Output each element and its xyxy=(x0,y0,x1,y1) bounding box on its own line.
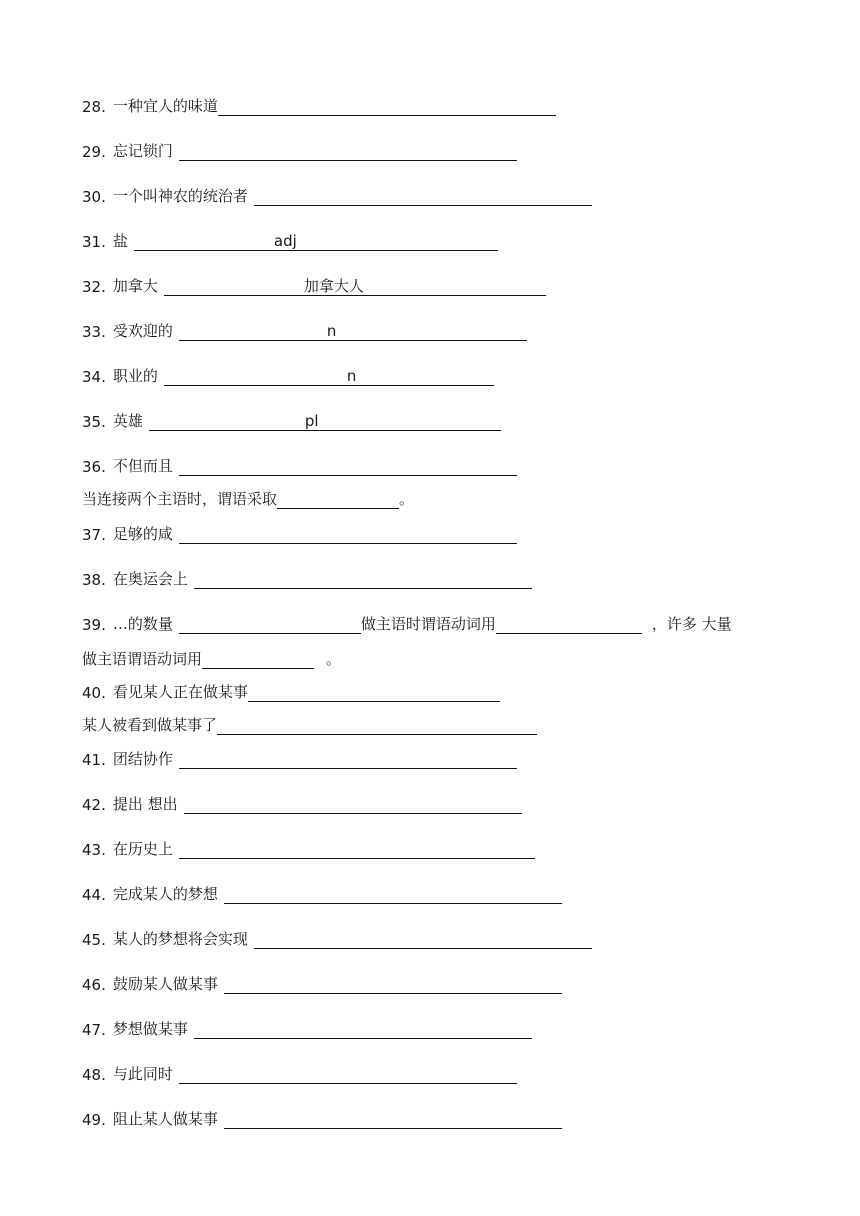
item-34 xyxy=(82,364,494,386)
answer-blank[interactable] xyxy=(164,277,546,296)
item-prompt: 忘记锁门 xyxy=(112,142,173,160)
item-number: 32. xyxy=(82,278,106,296)
item-prompt: 加拿大 xyxy=(112,277,158,295)
item-prompt: 英雄 xyxy=(112,412,143,430)
item-prompt: 提出 想出 xyxy=(112,795,178,813)
note-end-mark: 。 xyxy=(399,490,415,508)
item-prompt: 一种宜人的味道 xyxy=(112,97,218,115)
item-number: 33. xyxy=(82,323,106,341)
answer-blank[interactable] xyxy=(179,525,517,544)
answer-blank[interactable] xyxy=(179,142,517,161)
answer-blank[interactable] xyxy=(277,490,399,509)
answer-blank[interactable] xyxy=(134,232,498,251)
answer-blank[interactable] xyxy=(179,322,527,341)
item-40-line2 xyxy=(82,713,537,735)
item-number: 38. xyxy=(82,571,106,589)
item-39-line2 xyxy=(82,647,341,669)
word-form-hint: 加拿大人 xyxy=(303,277,364,295)
item-prompt: 职业的 xyxy=(112,367,158,385)
word-form-hint: pl xyxy=(304,412,319,430)
item-tail-text: ，许多 大量 xyxy=(651,615,732,633)
line-end-mark: 。 xyxy=(326,650,342,668)
item-31 xyxy=(82,229,498,251)
answer-blank[interactable] xyxy=(179,615,361,634)
item-prompt: 鼓励某人做某事 xyxy=(112,975,218,993)
item-number: 47. xyxy=(82,1021,106,1039)
item-36 xyxy=(82,454,517,476)
item-number: 48. xyxy=(82,1066,106,1084)
item-30 xyxy=(82,184,592,206)
item-36-note xyxy=(82,487,414,509)
item-number: 35. xyxy=(82,413,106,431)
item-33 xyxy=(82,319,527,341)
item-prompt: 足够的咸 xyxy=(112,525,173,543)
answer-blank[interactable] xyxy=(248,683,500,702)
item-number: 28. xyxy=(82,98,106,116)
answer-blank[interactable] xyxy=(194,570,532,589)
item-44 xyxy=(82,882,562,904)
item-47 xyxy=(82,1017,532,1039)
answer-blank[interactable] xyxy=(179,840,535,859)
item-29 xyxy=(82,139,517,161)
item-prompt: 在历史上 xyxy=(112,840,173,858)
answer-blank[interactable] xyxy=(202,650,314,669)
word-form-hint: n xyxy=(326,322,337,340)
item-39 xyxy=(82,612,732,634)
item-number: 43. xyxy=(82,841,106,859)
item-28 xyxy=(82,94,556,116)
item-48 xyxy=(82,1062,517,1084)
answer-blank[interactable] xyxy=(224,885,562,904)
item-number: 49. xyxy=(82,1111,106,1129)
item-prompt: 团结协作 xyxy=(112,750,173,768)
item-prompt: 在奥运会上 xyxy=(112,570,188,588)
item-number: 36. xyxy=(82,458,106,476)
item-37 xyxy=(82,522,517,544)
answer-blank[interactable] xyxy=(224,1110,562,1129)
item-number: 34. xyxy=(82,368,106,386)
answer-blank[interactable] xyxy=(254,187,592,206)
word-form-hint: adj xyxy=(273,232,297,250)
item-32 xyxy=(82,274,546,296)
answer-blank[interactable] xyxy=(164,367,494,386)
answer-blank[interactable] xyxy=(179,457,517,476)
answer-blank[interactable] xyxy=(217,716,537,735)
item-49 xyxy=(82,1107,562,1129)
item-41 xyxy=(82,747,517,769)
answer-blank[interactable] xyxy=(179,750,517,769)
item-35 xyxy=(82,409,501,431)
answer-blank[interactable] xyxy=(184,795,522,814)
item-43 xyxy=(82,837,535,859)
item-number: 44. xyxy=(82,886,106,904)
item-prompt: 阻止某人做某事 xyxy=(112,1110,218,1128)
grammar-note: 当连接两个主语时，谓语采取 xyxy=(82,490,278,508)
answer-blank[interactable] xyxy=(149,412,501,431)
answer-blank[interactable] xyxy=(218,97,556,116)
item-42 xyxy=(82,792,522,814)
item-prompt: 盐 xyxy=(112,232,128,250)
item-number: 30. xyxy=(82,188,106,206)
item-45 xyxy=(82,927,592,949)
item-prompt: 某人的梦想将会实现 xyxy=(112,930,248,948)
item-number: 42. xyxy=(82,796,106,814)
item-46 xyxy=(82,972,562,994)
item-number: 45. xyxy=(82,931,106,949)
item-number: 39. xyxy=(82,616,106,634)
item-prompt: 与此同时 xyxy=(112,1065,173,1083)
item-number: 46. xyxy=(82,976,106,994)
item-prompt: 完成某人的梦想 xyxy=(112,885,218,903)
answer-blank[interactable] xyxy=(224,975,562,994)
item-number: 41. xyxy=(82,751,106,769)
answer-blank[interactable] xyxy=(194,1020,532,1039)
item-middle-text: 做主语时谓语动词用 xyxy=(360,615,496,633)
item-number: 29. xyxy=(82,143,106,161)
item-number: 37. xyxy=(82,526,106,544)
item-number: 31. xyxy=(82,233,106,251)
item-number: 40. xyxy=(82,684,106,702)
item-prompt: 看见某人正在做某事 xyxy=(112,683,248,701)
answer-blank[interactable] xyxy=(179,1065,517,1084)
item-38 xyxy=(82,567,532,589)
item-40 xyxy=(82,680,500,702)
item-prompt: …的数量 xyxy=(112,615,173,633)
item-line2-text: 某人被看到做某事了 xyxy=(82,716,218,734)
item-prompt: 受欢迎的 xyxy=(112,322,173,340)
item-prompt: 一个叫神农的统治者 xyxy=(112,187,248,205)
item-prompt: 梦想做某事 xyxy=(112,1020,188,1038)
item-line2-text: 做主语谓语动词用 xyxy=(82,650,203,668)
word-form-hint: n xyxy=(346,367,357,385)
item-prompt: 不但而且 xyxy=(112,457,173,475)
answer-blank[interactable] xyxy=(496,615,642,634)
answer-blank[interactable] xyxy=(254,930,592,949)
